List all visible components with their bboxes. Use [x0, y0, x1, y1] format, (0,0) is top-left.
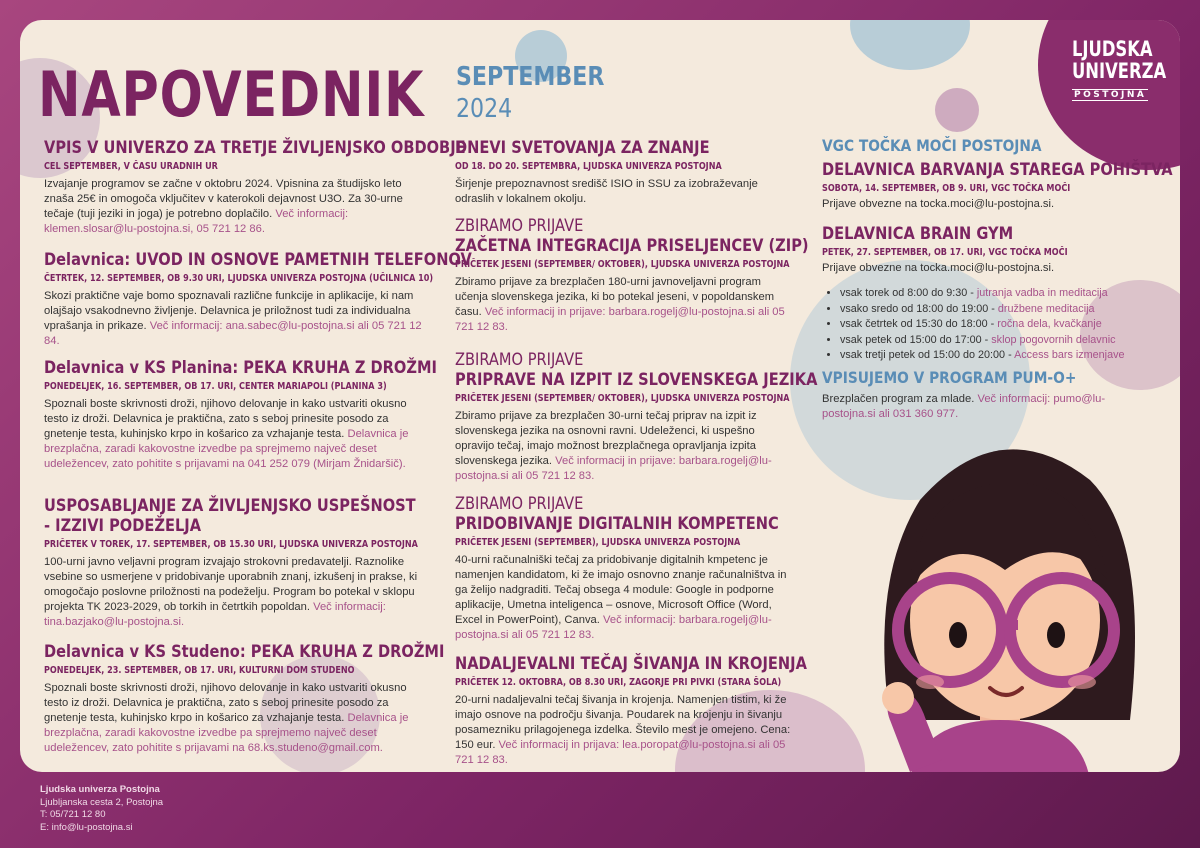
- event-furniture-painting: [822, 160, 1173, 212]
- pum-heading: VPISUJEMO V PROGRAM PUM-O+: [822, 368, 1077, 387]
- event-zip: [455, 216, 809, 335]
- event-info: Delavnica je brezplačna, zaradi kakovostne izvedbe pa sprejmemo največ deset udeležencev, zato pohitite s prijavami na 041 252 079 (Mirjam Žnidaršič).: [44, 428, 409, 470]
- event-date: PONEDELJEK, 23. SEPTEMBER, OB 17. URI, KULTURNI DOM STUDENO: [44, 665, 355, 676]
- event-info: Delavnica je brezplačna, zaradi kakovostne izvedbe pa sprejmemo največ deset udeležencev, zato pohitite s prijavami na 68.ks.studeno@gmail.com.: [44, 712, 409, 754]
- event-prefix: ZBIRAMO PRIJAVE: [455, 350, 584, 370]
- ljudska-univerza-logo: [1072, 38, 1193, 101]
- event-title-main: UVOD IN OSNOVE PAMETNIH TELEFONOV: [135, 250, 472, 270]
- event-rural-training: [44, 496, 422, 630]
- event-prefix: ZBIRAMO PRIJAVE: [455, 216, 584, 236]
- event-text: Spoznali boste skrivnosti droži, njihovo delovanje in kako ustvariti okusno testo iz droži. Delavnica je praktična, zato s seboj prinesite posodo za gnetenje testa, kuhinjsko krpo in košarico za vzhajanje testa. Delavnica je brezplačna, zaradi kakovostne izvedbe pa sprejmemo največ deset udeležencev, zato pohitite s prijavami na 041 252 079 (Mirjam Žnidaršič).: [44, 398, 409, 470]
- event-text: Zbiramo prijave za brezplačen 180-urni javnoveljavni program učenja slovenskega jezika, ki bo potekal jeseni, v popoldanskem času. Več informacij in prijave: barbara.rogelj@lu-postojna.si ali 05 721 12 83.: [455, 276, 785, 333]
- event-title: NADALJEVALNI TEČAJ ŠIVANJA IN KROJENJA: [455, 654, 807, 674]
- event-date: SOBOTA, 14. SEPTEMBER, OB 9. URI, VGC TOČKA MOČI: [822, 183, 1071, 194]
- footer-email: E: info@lu-postojna.si: [40, 821, 133, 833]
- event-date: PONEDELJEK, 16. SEPTEMBER, OB 17. URI, CENTER MARIAPOLI (PLANINA 3): [44, 381, 387, 392]
- event-text: Skozi praktične vaje bomo spoznavali različne funkcije in aplikacije, ki nam olajšajo vsakodnevno življenje. Delavnica je priložnost tudi za individualna vprašanja in prikaze. Več informacij: ana.sabec@lu-postojna.si ali 05 721 12 84.: [44, 290, 422, 347]
- event-date: PRIČETEK JESENI (SEPTEMBER), LJUDSKA UNIVERZA POSTOJNA: [455, 537, 741, 548]
- event-info: Več informacij in prijave: barbara.rogelj@lu-postojna.si ali 05 721 12 83.: [455, 455, 772, 482]
- event-bread-planina: [44, 358, 437, 472]
- event-text: Spoznali boste skrivnosti droži, njihovo delovanje in kako ustvariti okusno testo iz droži. Delavnica je praktična, zato s seboj prinesite posodo za gnetenje testa, kuhinjsko krpo in košarico za vzhajanje testa. Delavnica je brezplačna, zaradi kakovostne izvedbe pa sprejmemo največ deset udeležencev, zato pohitite s prijavami na 68.ks.studeno@gmail.com.: [44, 682, 409, 754]
- pum-info: Več informacij: pumo@lu-postojna.si ali 031 360 977.: [822, 393, 1106, 420]
- event-title-main: PEKA KRUHA Z DROŽMI: [250, 642, 445, 662]
- footer-address: Ljubljanska cesta 2, Postojna: [40, 796, 164, 808]
- event-text: 20-urni nadaljevalni tečaj šivanja in krojenja. Namenjen tistim, ki že imajo osnove na področju šivanja. Poudarek na krojenju in šivanju posamezniku prilagojenega izdelka. Število mest je omejeno. Cena: 150 eur. Več informacij in prijava: lea.poropat@lu-postojna.si ali 05 721 12 83.: [455, 694, 791, 766]
- event-counseling-days: [455, 138, 793, 207]
- event-text: 40-urni računalniški tečaj za pridobivanje digitalnih kmpetenc je namenjen kandidatom, ki že imajo osnovno znanje računalništva in ga želijo nadgraditi. Tečaj obsega 4 module: Google in podporne aplikacije, Umetna inteligenca – osnove, Microsoft Office (Word, Excel in PowerPoint), Canva. Več informacij: barbara.rogelj@lu-postojna.si ali 05 721 12 83.: [455, 554, 787, 641]
- event-title: USPOSABLJANJE ZA ŽIVLJENJSKO USPEŠNOST - IZZIVI PODEŽELJA: [44, 496, 416, 536]
- month-name: SEPTEMBER: [456, 62, 605, 92]
- event-title: DELAVNICA BARVANJA STAREGA POHIŠTVA: [822, 160, 1173, 180]
- event-prefix: Delavnica:: [44, 250, 136, 270]
- pum-text: Brezplačen program za mlade. Več informacij: pumo@lu-postojna.si ali 031 360 977.: [822, 393, 1106, 420]
- event-date: PRIČETEK JESENI (SEPTEMBER/ OKTOBER), LJUDSKA UNIVERZA POSTOJNA: [455, 259, 790, 270]
- event-title: ZAČETNA INTEGRACIJA PRISELJENCEV (ZIP): [455, 236, 809, 256]
- event-title: DELAVNICA BRAIN GYM: [822, 224, 1014, 244]
- event-info: Več informacij in prijave: barbara.rogelj@lu-postojna.si ali 05 721 12 83.: [455, 306, 785, 333]
- month-year: 2024: [456, 94, 513, 124]
- event-info: Več informacij: tina.bazjako@lu-postojna.si.: [44, 601, 386, 628]
- event-digital-skills: [455, 494, 793, 643]
- event-title: PRIPRAVE NA IZPIT IZ SLOVENSKEGA JEZIKA: [455, 370, 818, 390]
- event-info: Več informacij: ana.sabec@lu-postojna.si ali 05 721 12 84.: [44, 320, 422, 347]
- event-text: Izvajanje programov se začne v oktobru 2024. Vpisnina za študijsko leto znaša 25€ in omogoča vključitev v katerokoli dejavnost U3O. Za 30-urne tečaje (tuji jeziki in joga) je potrebno doplačilo. Več informacij: klemen.slosar@lu-postojna.si, 05 721 12 86.: [44, 178, 403, 235]
- event-date: CEL SEPTEMBER, V ČASU URADNIH UR: [44, 161, 218, 172]
- event-smartphones: [44, 250, 472, 349]
- logo-line: LJUDSKA: [1072, 37, 1153, 61]
- event-prefix: Delavnica v KS Studeno:: [44, 642, 251, 662]
- page-title: NAPOVEDNIK: [38, 58, 425, 131]
- event-text: Prijave obvezne na tocka.moci@lu-postojna.si.: [822, 198, 1055, 210]
- event-title: [44, 642, 445, 662]
- footer-phone: T: 05/721 12 80: [40, 809, 106, 820]
- event-date: OD 18. DO 20. SEPTEMBRA, LJUDSKA UNIVERZA POSTOJNA: [455, 161, 722, 172]
- event-date: PRIČETEK V TOREK, 17. SEPTEMBER, OB 15.30 URI, LJUDSKA UNIVERZA POSTOJNA: [44, 539, 418, 550]
- event-title: [44, 358, 437, 378]
- logo-line: UNIVERZA: [1072, 59, 1167, 83]
- event-title: PRIDOBIVANJE DIGITALNIH KOMPETENC: [455, 514, 779, 534]
- event-prefix: Delavnica v KS Planina:: [44, 358, 244, 378]
- event-text: Širjenje prepoznavnost središč ISIO in SSU za izobraževanje odraslih v lokalnem okolju.: [455, 178, 758, 205]
- event-info: Več informacij: klemen.slosar@lu-postojna.si, 05 721 12 86.: [44, 208, 349, 235]
- footer-org: Ljudska univerza Postojna: [40, 784, 160, 795]
- event-slovene-exam: [455, 350, 818, 484]
- event-info: Več informacij: barbara.rogelj@lu-postojna.si ali 05 721 12 83.: [455, 614, 772, 641]
- event-date: PRIČETEK JESENI (SEPTEMBER/ OKTOBER), LJUDSKA UNIVERZA POSTOJNA: [455, 393, 790, 404]
- event-date: PETEK, 27. SEPTEMBER, OB 17. URI, VGC TOČKA MOČI: [822, 247, 1068, 258]
- month-heading: [456, 62, 631, 124]
- schedule-item: • vsak četrtek od 15:30 do 18:00 - ročna dela, kvačkanje: [840, 317, 1200, 333]
- footer-contact: [40, 784, 163, 834]
- schedule-item: • vsako sredo od 18:00 do 19:00 - družbene meditacija: [840, 302, 1200, 318]
- event-title: [44, 250, 472, 270]
- schedule-item: • vsak petek od 15:00 do 17:00 - sklop pogovornih delavnic: [840, 333, 1200, 349]
- event-sewing: [455, 654, 807, 768]
- event-u3o: [44, 138, 466, 237]
- event-date: PRIČETEK 12. OKTOBRA, OB 8.30 URI, ZAGORJE PRI PIVKI (STARA ŠOLA): [455, 677, 782, 688]
- event-text: Zbiramo prijave za brezplačen 30-urni tečaj priprav na izpit iz slovenskega jezika na osnovni ravni. Udeleženci, ki uspešno opravijo tečaj, imajo možnost brezplačnega opravljanja izpita slovenskega jezika. Več informacij in prijave: barbara.rogelj@lu-postojna.si ali 05 721 12 83.: [455, 410, 772, 482]
- event-prefix: ZBIRAMO PRIJAVE: [455, 494, 584, 514]
- schedule-item: • vsak torek od 8:00 do 9:30 - jutranja vadba in meditacija: [840, 286, 1200, 302]
- event-text: Prijave obvezne na tocka.moci@lu-postojna.si.: [822, 262, 1055, 274]
- event-date: ČETRTEK, 12. SEPTEMBER, OB 9.30 URI, LJUDSKA UNIVERZA POSTOJNA (UČILNICA 10): [44, 273, 434, 284]
- event-title: VPIS V UNIVERZO ZA TRETJE ŽIVLJENJSKO OBDOBJE: [44, 138, 466, 158]
- event-brain-gym: [822, 224, 1152, 276]
- event-text: 100-urni javno veljavni program izvajajo strokovni predavatelji. Raznolike vsebine so usmerjene v pridobivanje uporabnih znanj, izkušenj in prakse, ki omogočajo poslovne priložnosti na podeželju. Program bo potekal v sklopu projekta TK 2023-2029, ob torkih in četrtkih popoldan. Več informacij: tina.bazjako@lu-postojna.si.: [44, 556, 418, 628]
- logo-line: POSTOJNA: [1074, 90, 1147, 100]
- schedule-item: • vsak tretji petek od 15:00 do 20:00 - Access bars izmenjave: [840, 348, 1200, 364]
- event-title: DNEVI SVETOVANJA ZA ZNANJE: [455, 138, 710, 158]
- event-bread-studeno: [44, 642, 445, 756]
- event-info: Več informacij in prijava: lea.poropat@lu-postojna.si ali 05 721 12 83.: [455, 739, 786, 766]
- vgc-heading: VGC TOČKA MOČI POSTOJNA: [822, 136, 1042, 155]
- event-title-main: PEKA KRUHA Z DROŽMI: [243, 358, 437, 378]
- weekly-schedule-list: [822, 286, 1200, 364]
